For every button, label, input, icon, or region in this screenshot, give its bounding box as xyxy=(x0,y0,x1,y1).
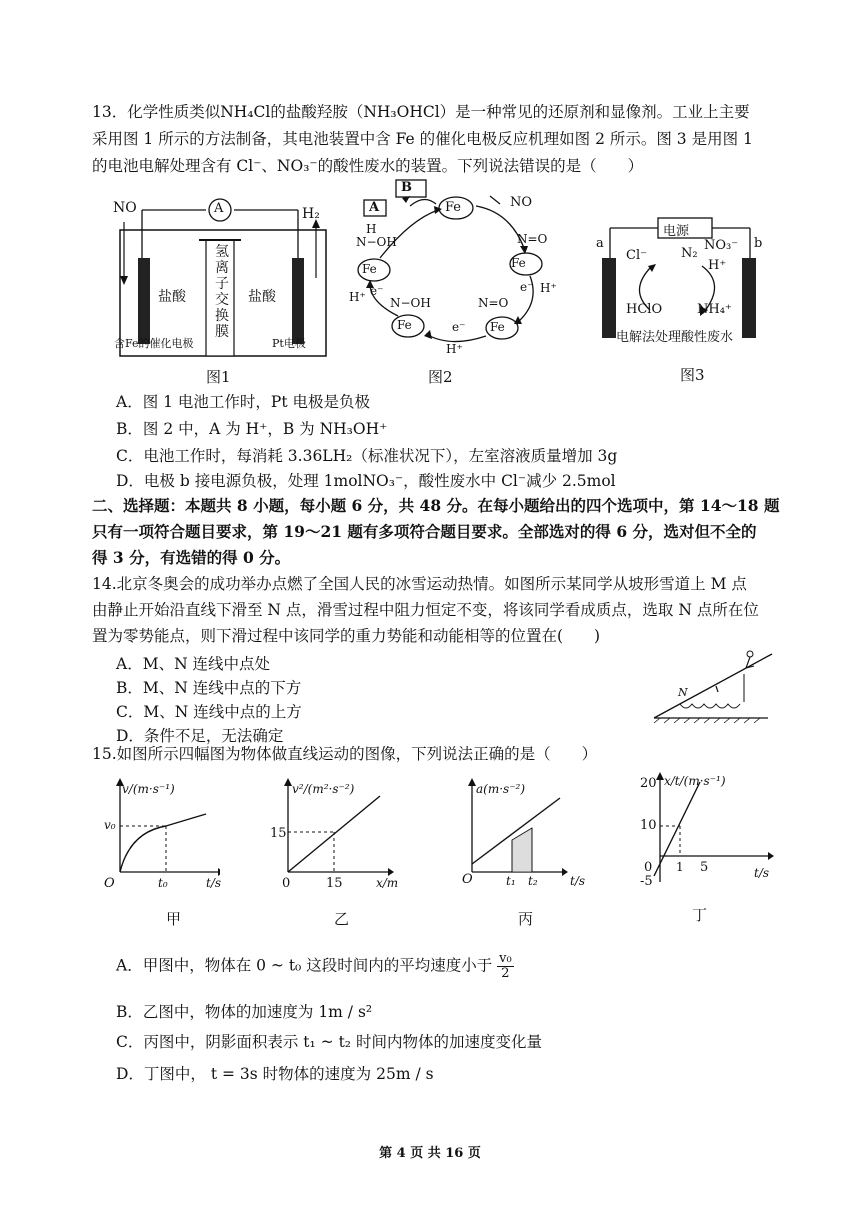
q14-option-b: B．M、N 连线中点的下方 xyxy=(116,679,302,697)
section-2-line-3: 得 3 分，有选错的得 0 分。 xyxy=(92,548,291,567)
graph-ding-tick-x5: 5 xyxy=(700,860,709,875)
q14-option-c: C．M、N 连线中点的上方 xyxy=(116,703,302,721)
q14-line-3: 置为零势能点，则下滑过程中该同学的重力势能和动能相等的位置在( ) xyxy=(92,627,601,645)
graph-bing-caption: 丙 xyxy=(518,910,534,928)
fig1-h2-label: H₂ xyxy=(302,206,320,222)
q14-option-d: D．条件不足，无法确定 xyxy=(116,727,284,745)
fig2-n-oh-top: N−OH xyxy=(356,235,397,249)
fig2-hplus-bottom: H⁺ xyxy=(446,342,463,356)
q14-line-2: 由静止开始沿直线下滑至 N 点，滑雪过程中阻力恒定不变，将该同学看成质点，选取 N 点所在位 xyxy=(92,601,759,619)
section-2-line-2: 只有一项符合题目要求，第 19～21 题有多项符合题目要求。全部选对的得 6 分，选对但不全的 xyxy=(92,522,757,541)
fig2-fe-bottom-right: Fe xyxy=(490,320,505,334)
fig2-e-bottom: e⁻ xyxy=(452,320,466,334)
fig1-right-solution: 盐酸 xyxy=(248,289,276,305)
q14-slope-figure xyxy=(650,640,780,724)
q13-option-d: D．电极 b 接电源负极，处理 1molNO₃⁻，酸性废水中 Cl⁻减少 2.5mol xyxy=(116,472,616,490)
fig2-fe-top: Fe xyxy=(445,200,462,215)
graph-ding-xlabel: t/s xyxy=(754,866,770,880)
fig1-membrane: 氢 离 子 交 换 膜 xyxy=(215,244,229,340)
q13-line-2: 采用图 1 所示的方法制备，其电池装置中含 Fe 的催化电极反应机理如图 2 所示。图 3 是用图 1 xyxy=(92,130,753,148)
fig2-no: NO xyxy=(510,195,533,210)
graph-jia-v0: v₀ xyxy=(104,818,116,832)
q14-fig-n-label: N xyxy=(678,686,688,699)
q15-option-a: A．甲图中，物体在 0 ~ t₀ 这段时间内的平均速度小于 $\frac{\text{v₀}}{2}$ xyxy=(116,951,512,981)
graph-bing-ylabel: a(m·s⁻²) xyxy=(476,782,526,796)
q15-option-b: B．乙图中，物体的加速度为 1m / s² xyxy=(116,1003,373,1021)
graph-ding-tick-x1: 1 xyxy=(676,860,684,874)
graph-bing-t2: t₂ xyxy=(528,874,538,888)
graph-yi-origin: 0 xyxy=(282,876,291,891)
fig1-no-label: NO xyxy=(113,200,137,216)
v0-over-2-fraction: $\frac{\text{v₀}}{2}$ xyxy=(499,951,512,981)
graph-yi-xlabel: x/m xyxy=(376,876,399,890)
fig3-a: a xyxy=(596,236,604,251)
fig3-power: 电源 xyxy=(663,224,690,239)
fig3-subtitle: 电解法处理酸性废水 xyxy=(616,330,734,345)
fig2-e-right: e⁻ xyxy=(520,280,534,294)
q13-option-b: B．图 2 中，A 为 H⁺，B 为 NH₃OH⁺ xyxy=(116,420,388,438)
fig3-cl: Cl⁻ xyxy=(626,248,647,263)
fig2-hplus-right: H⁺ xyxy=(540,281,557,295)
graph-ding-tick-10: 10 xyxy=(640,818,657,833)
page-footer: 第 4 页 共 16 页 xyxy=(379,1146,481,1161)
q13-line-1: 13．化学性质类似NH₄Cl的盐酸羟胺（NH₃OHCl）是一种常见的还原剂和显像剂。工业上主要 xyxy=(92,103,750,121)
fig1-left-solution: 盐酸 xyxy=(158,289,186,305)
graph-jia-origin: O xyxy=(104,876,115,891)
fig2-h-top: H xyxy=(366,222,377,236)
fig3-nh4: NH₄⁺ xyxy=(697,302,732,317)
graph-ding-tick-0: 0 xyxy=(644,860,653,875)
graph-jia-t0: t₀ xyxy=(158,876,168,890)
fig3-no3: NO₃⁻ xyxy=(704,238,739,253)
q14-line-1: 14.北京冬奥会的成功举办点燃了全国人民的冰雪运动热情。如图所示某同学从坡形雪道上 M 点 xyxy=(92,575,747,593)
fig2-hplus-left: H⁺ xyxy=(349,290,366,304)
q15-line-1: 15.如图所示四幅图为物体做直线运动的图像，下列说法正确的是（ ） xyxy=(92,745,598,763)
fig3-n2: N₂ xyxy=(681,246,698,261)
fig2-fe-bottom-left: Fe xyxy=(397,318,412,332)
fig2-box-a: A xyxy=(369,200,380,215)
fig3-hplus: H⁺ xyxy=(708,258,727,273)
fig3-b: b xyxy=(754,236,763,251)
fig2-fe-left: Fe xyxy=(362,262,377,276)
q14-option-a: A．M、N 连线中点处 xyxy=(116,655,271,673)
graph-jia-ylabel: v/(m·s⁻¹) xyxy=(122,782,175,796)
graph-ding-tick-minus5: -5 xyxy=(640,874,653,889)
graph-jia-caption: 甲 xyxy=(166,910,182,928)
graph-yi-ylabel: v²/(m²·s⁻²) xyxy=(292,782,355,796)
fig1-ammeter: A xyxy=(214,201,224,216)
graph-ding-tick-20: 20 xyxy=(640,776,657,791)
fig3-hclo: HClO xyxy=(626,302,663,317)
q15-option-c: C．丙图中，阴影面积表示 t₁ ~ t₂ 时间内物体的加速度变化量 xyxy=(116,1033,542,1051)
graph-bing-xlabel: t/s xyxy=(570,874,586,888)
graph-ding-caption: 丁 xyxy=(692,906,708,924)
graph-yi-caption: 乙 xyxy=(334,910,350,928)
graph-bing-t1: t₁ xyxy=(506,874,516,888)
fig1-right-electrode: Pt电极 xyxy=(272,337,306,350)
fig2-box-b: B xyxy=(401,180,412,195)
graph-yi-tick-y: 15 xyxy=(270,826,287,841)
fig2-n-oh-bottom: N−OH xyxy=(390,296,431,310)
graph-jia-xlabel: t/s xyxy=(206,876,222,890)
q13-option-c: C．电池工作时，每消耗 3.36LH₂（标准状况下），左室溶液质量增加 3g xyxy=(116,447,618,465)
q15-option-d: D．丁图中， t = 3s 时物体的速度为 25m / s xyxy=(116,1065,434,1083)
q13-line-3: 的电池电解处理含有 Cl⁻、NO₃⁻的酸性废水的装置。下列说法错误的是（ ） xyxy=(92,157,644,175)
graph-yi-tick-x: 15 xyxy=(326,876,343,891)
q13-option-a: A．图 1 电池工作时，Pt 电极是负极 xyxy=(116,393,370,411)
fig1-caption: 图1 xyxy=(206,368,231,386)
fig2-n-o-top: N=O xyxy=(517,232,548,246)
section-2-line-1: 二、选择题：本题共 8 小题，每小题 6 分，共 48 分。在每小题给出的四个选项中，第 14～18 题 xyxy=(92,496,780,515)
fig2-e-left: e⁻ xyxy=(370,284,384,298)
fig2-n-o-bottom: N=O xyxy=(478,296,509,310)
fig3-caption: 图3 xyxy=(680,366,705,384)
fig2-fe-right: Fe xyxy=(511,256,526,270)
graph-ding-ylabel: x/t/(m·s⁻¹) xyxy=(664,774,726,788)
fig2-caption: 图2 xyxy=(428,368,453,386)
graph-bing-origin: O xyxy=(462,872,473,887)
fig1-left-electrode: 含Fe的催化电极 xyxy=(114,337,194,350)
